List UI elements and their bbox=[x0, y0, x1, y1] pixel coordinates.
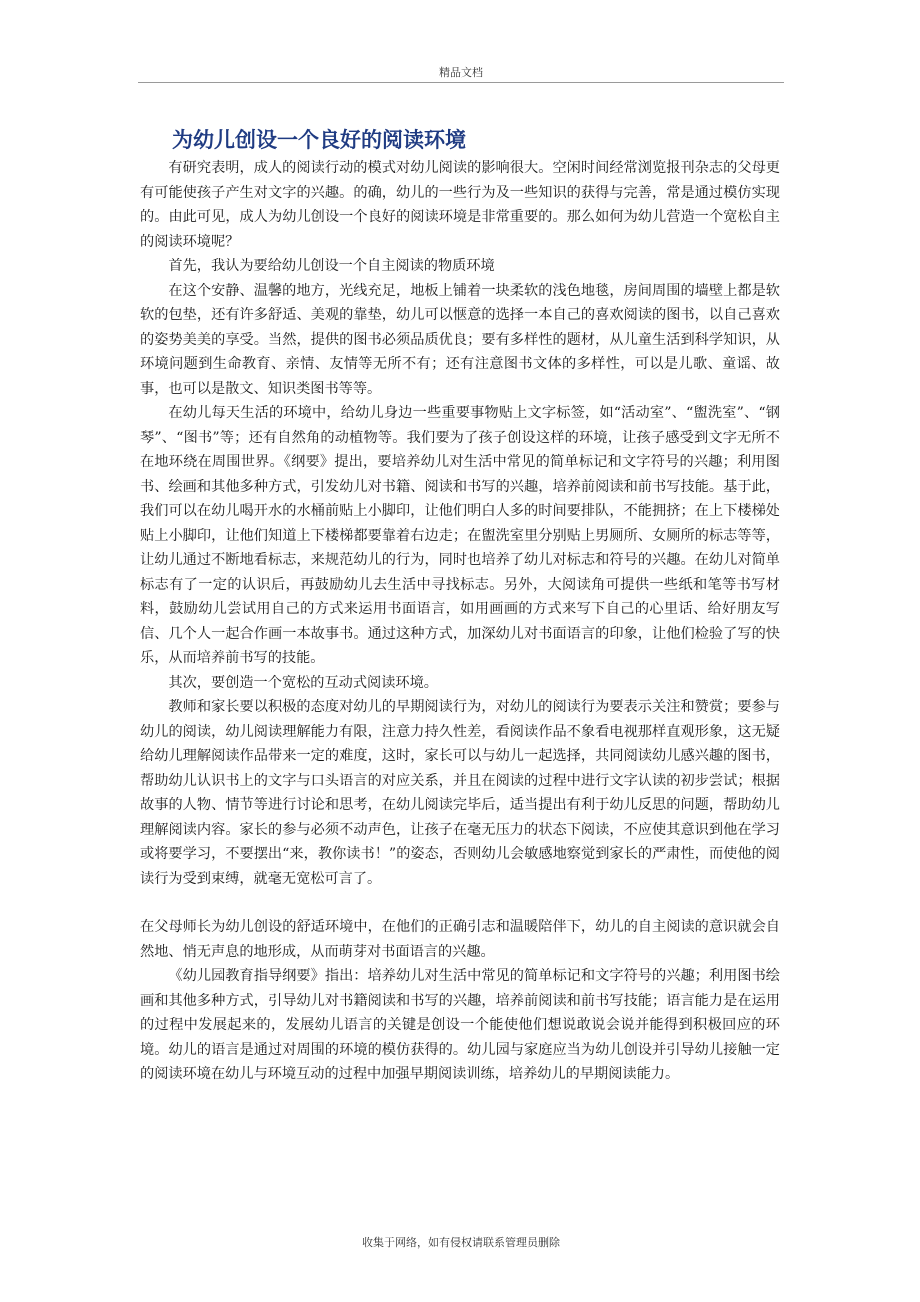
paragraph-intro: 有研究表明，成人的阅读行动的模式对幼儿阅读的影响很大。空闲时间经常浏览报刊杂志的父母更有可能使孩子产生对文字的兴趣。的确，幼儿的一些行为及一些知识的获得与完善，常是通过模仿实现的。由此可见，成人为幼儿创设一个良好的阅读环境是非常重要的。那么如何为幼儿营造一个宽松自主的阅读环境呢？ bbox=[140, 160, 780, 250]
paragraph-guideline-quote: 《幼儿园教育指导纲要》指出：培养幼儿对生活中常见的简单标记和文字符号的兴趣；利用图书绘画和其他多种方式，引导幼儿对书籍阅读和书写的兴趣，培养前阅读和前书写技能；语言能力是在运用的过程中发展起来的，发展幼儿语言的关键是创设一个能使他们想说敢说会说并能得到积极回应的环境。幼儿的语言是通过对周围的环境的模仿获得的。幼儿园与家庭应当为幼儿创设并引导幼儿接触一定的阅读环境在幼儿与环境互动的过程中加强早期阅读训练，培养幼儿的早期阅读能力。 bbox=[140, 968, 780, 1082]
paragraph-interactive-reading: 教师和家长要以积极的态度对幼儿的早期阅读行为，对幼儿的阅读行为要表示关注和赞赏；要参与幼儿的阅读，幼儿阅读理解能力有限，注意力持久性差，看阅读作品不象看电视那样直观形象，这无疑给幼儿理解阅读作品带来一定的难度，这时，家长可以与幼儿一起选择，共同阅读幼儿感兴趣的图书，帮助幼儿认识书上的文字与口头语言的对应关系，并且在阅读的过程中进行文字认读的初步尝试；根据故事的人物、情节等进行讨论和思考，在幼儿阅读完毕后，适当提出有利于幼儿反思的问题，帮助幼儿理解阅读内容。家长的参与必须不动声色，让孩子在毫无压力的状态下阅读，不应使其意识到他在学习或将要学习，不要摆出“来，教你读书！”的姿态，否则幼儿会敏感地察觉到家长的严肃性，而使他的阅读行为受到束缚，就毫无宽松可言了。 bbox=[140, 699, 780, 887]
document-body bbox=[140, 156, 780, 1087]
paragraph-second-point: 其次，要创造一个宽松的互动式阅读环境。 bbox=[168, 674, 438, 691]
paragraph-first-point: 首先，我认为要给幼儿创设一个自主阅读的物质环境 bbox=[168, 258, 495, 274]
document-title: 为幼儿创设一个良好的阅读环境 bbox=[172, 128, 466, 152]
page-footer: 收集于网络，如有侵权请联系管理员删除 bbox=[362, 1236, 560, 1249]
page-header: 精品文档 bbox=[439, 66, 483, 79]
paragraph-summary: 在父母师长为幼儿创设的舒适环境中，在他们的正确引志和温暖陪伴下，幼儿的自主阅读的意识就会自然地、悄无声息的地形成，从而萌芽对书面语言的兴趣。 bbox=[140, 919, 780, 960]
paragraph-physical-environment: 在这个安静、温馨的地方，光线充足，地板上铺着一块柔软的浅色地毯，房间周围的墙壁上都是软软的包垫，还有许多舒适、美观的靠垫，幼儿可以惬意的选择一本自己的喜欢阅读的图书，以自己喜欢的姿势美美的享受。当然，提供的图书必须品质优良；要有多样性的题材，从儿童生活到科学知识，从环境问题到生命教育、亲情、友情等无所不有；还有注意图书文体的多样性，可以是儿歌、童谣、故事，也可以是散文、知识类图书等等。 bbox=[140, 282, 780, 397]
paragraph-text-labels: 在幼儿每天生活的环境中，给幼儿身边一些重要事物贴上文字标签，如“活动室”、“盥洗室”、“钢琴”、“图书”等；还有自然角的动植物等。我们要为了孩子创设这样的环境，让孩子感受到文字无所不在地环绕在周围世界。《纲要》提出，要培养幼儿对生活中常见的简单标记和文字符号的兴趣；利用图书、绘画和其他多种方式，引发幼儿对书籍、阅读和书写的兴趣，培养前阅读和前书写技能。基于此，我们可以在幼儿喝开水的水桶前贴上小脚印，让他们明白人多的时间要排队，不能拥挤；在上下楼梯处贴上小脚印，让他们知道上下楼梯都要靠着右边走；在盥洗室里分别贴上男厕所、女厕所的标志等等，让幼儿通过不断地看标志，来规范幼儿的行为，同时也培养了幼儿对标志和符号的兴趣。在幼儿对简单标志有了一定的认识后，再鼓励幼儿去生活中寻找标志。另外，大阅读角可提供一些纸和笔等书写材料，鼓励幼儿尝试用自己的方式来运用书面语言，如用画画的方式来写下自己的心里话、给好朋友写信、几个人一起合作画一本故事书。通过这种方式，加深幼儿对书面语言的印象，让他们检验了写的快乐，从而培养前书写的技能。 bbox=[140, 405, 780, 666]
header-divider bbox=[138, 82, 784, 83]
